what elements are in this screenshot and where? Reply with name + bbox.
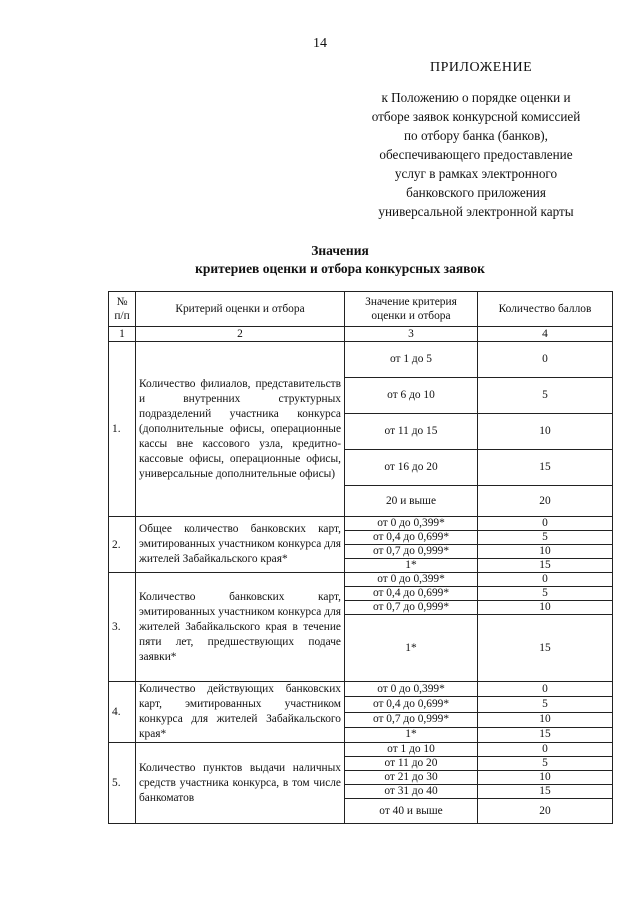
criterion-value: от 0,4 до 0,699* (345, 587, 478, 601)
criterion-value: 20 и выше (345, 486, 478, 517)
appendix-line: отборе заявок конкурсной комиссией (371, 109, 581, 124)
points-value: 15 (478, 615, 613, 682)
criterion-value: 1* (345, 727, 478, 742)
column-number: 4 (478, 327, 613, 342)
column-number-row (109, 327, 613, 342)
table-row (109, 342, 613, 378)
points-value: 20 (478, 486, 613, 517)
header-points: Количество баллов (478, 292, 613, 327)
points-value: 20 (478, 799, 613, 824)
criterion-value: от 31 до 40 (345, 785, 478, 799)
points-value: 0 (478, 342, 613, 378)
points-value: 5 (478, 378, 613, 414)
criterion-value: от 21 до 30 (345, 771, 478, 785)
header-number: № п/п (109, 292, 136, 327)
points-value: 10 (478, 712, 613, 727)
points-value: 0 (478, 517, 613, 531)
criterion-value: 1* (345, 615, 478, 682)
header-value: Значение критерия оценки и отбора (345, 292, 478, 327)
heading-line-2: критериев оценки и отбора конкурсных заявок (195, 261, 485, 276)
points-value: 10 (478, 771, 613, 785)
table-header-row (109, 292, 613, 327)
appendix-subtitle (340, 88, 612, 221)
points-value: 5 (478, 757, 613, 771)
points-value: 5 (478, 697, 613, 712)
points-value: 15 (478, 785, 613, 799)
criterion-value: от 0 до 0,399* (345, 573, 478, 587)
row-number: 2. (109, 517, 136, 573)
points-value: 15 (478, 559, 613, 573)
points-value: 15 (478, 450, 613, 486)
criterion-text: Количество действующих банковских карт, эмитированных участником конкурса для жителей Забайкальского края* (136, 682, 345, 743)
points-value: 0 (478, 682, 613, 697)
row-number: 5. (109, 743, 136, 824)
column-number: 2 (136, 327, 345, 342)
row-number: 4. (109, 682, 136, 743)
points-value: 5 (478, 587, 613, 601)
criterion-text: Количество пунктов выдачи наличных средств участника конкурса, в том числе банкоматов (136, 743, 345, 824)
criterion-value: от 0 до 0,399* (345, 682, 478, 697)
appendix-line: по отбору банка (банков), (404, 128, 548, 143)
criterion-value: от 6 до 10 (345, 378, 478, 414)
criterion-value: от 0 до 0,399* (345, 517, 478, 531)
table-row (109, 743, 613, 757)
row-number: 1. (109, 342, 136, 517)
appendix-line: банковского приложения (406, 185, 546, 200)
points-value: 0 (478, 573, 613, 587)
table-row (109, 517, 613, 531)
column-number: 3 (345, 327, 478, 342)
criterion-text: Общее количество банковских карт, эмитированных участником конкурса для жителей Забайкальского края* (136, 517, 345, 573)
criterion-value: от 0,4 до 0,699* (345, 531, 478, 545)
appendix-line: универсальной электронной карты (378, 204, 574, 219)
criterion-value: от 11 до 20 (345, 757, 478, 771)
points-value: 10 (478, 414, 613, 450)
appendix-line: к Положению о порядке оценки и (381, 90, 571, 105)
criterion-value: от 40 и выше (345, 799, 478, 824)
criterion-value: от 0,7 до 0,999* (345, 601, 478, 615)
criterion-value: от 0,7 до 0,999* (345, 712, 478, 727)
criterion-value: от 0,4 до 0,699* (345, 697, 478, 712)
appendix-title: ПРИЛОЖЕНИЕ (430, 60, 533, 75)
appendix-line: услуг в рамках электронного (394, 166, 558, 181)
table-row (109, 573, 613, 587)
row-number: 3. (109, 573, 136, 682)
criterion-value: от 1 до 10 (345, 743, 478, 757)
points-value: 0 (478, 743, 613, 757)
points-value: 5 (478, 531, 613, 545)
column-number: 1 (109, 327, 136, 342)
criteria-table (108, 291, 613, 824)
page-number: 14 (313, 36, 327, 51)
points-value: 15 (478, 727, 613, 742)
points-value: 10 (478, 601, 613, 615)
criterion-text: Количество банковских карт, эмитированных участником конкурса для жителей Забайкальского края в течение пяти лет, предшествующих подаче заявки* (136, 573, 345, 682)
criterion-value: 1* (345, 559, 478, 573)
points-value: 10 (478, 545, 613, 559)
criterion-value: от 1 до 5 (345, 342, 478, 378)
criterion-value: от 11 до 15 (345, 414, 478, 450)
appendix-line: обеспечивающего предоставление (379, 147, 573, 162)
heading-line-1: Значения (311, 243, 369, 258)
table-row (109, 682, 613, 697)
header-criterion: Критерий оценки и отбора (136, 292, 345, 327)
table-heading (130, 242, 550, 278)
criterion-text: Количество филиалов, представительств и внутренних структурных подразделений участника конкурса (дополнительные офисы, операционные кассы вне кассового узла, кредитно-кассовые офисы, операционные офисы, универсальные дополнительные офисы) (136, 342, 345, 517)
criterion-value: от 0,7 до 0,999* (345, 545, 478, 559)
criterion-value: от 16 до 20 (345, 450, 478, 486)
